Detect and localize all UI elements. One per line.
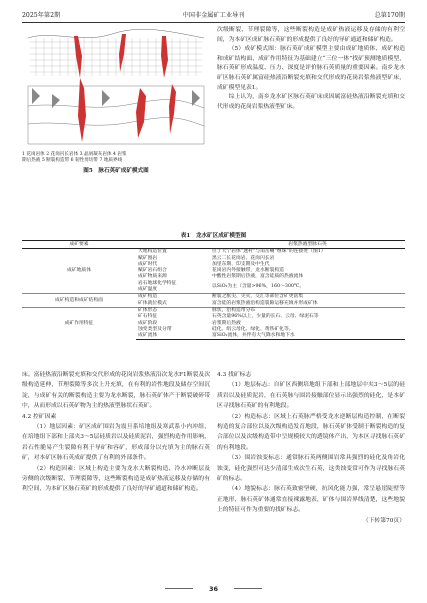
paragraph: （5）成矿模式图：脉石英矿成矿模型主要由成矿地质体、成矿构造和成矿结构面、成矿作用特征为基础建立“三位一体”找矿预测地质模型，脉石英矿形成温度、压力、深度是评价脉石英质量的重要因素。南乡龙水矿区脉石英矿属富硅热液沿断裂充填和交代形成的花岗岩浆热液型矿床，成矿模型见表1。 xyxy=(217,46,405,91)
paragraph: 床。富硅热液沿断裂充填和交代形成的花岗岩浆热液沿次龙水F1断裂及次级构造延伸，节理裂隙等多次上升充填，在有利的岩性地段及储存空间沉淀，与成矿有关的断裂构造主要为龙水断裂，脉石英矿体产于断裂破碎带中，从而形成以石英矿物为主的热液型脉状石英矿。 xyxy=(22,372,210,410)
table-desc: 富含硅的岩浆热液沿构造裂隙运移充填并形成矿体 xyxy=(212,300,318,306)
table-desc: 位于大宁岩体“透衬”与南岳喇“继珠”的连接处（图1） xyxy=(212,249,326,255)
table-item: 赋矿岩石组合 xyxy=(138,268,167,274)
table-desc: 岩浆期后热液 xyxy=(212,320,241,326)
paragraph: （1）地层标志：自矿区西侧培地组下部和上部地层中夹3～5层的硅质岩以及硅质泥岩，在石英脉与围岩接触部位显示出强烈的硅化，是本矿区寻找脉石英矿的有利地段。 xyxy=(217,382,405,410)
paragraph: （1）地层因素：矿区成矿围岩为震旦系培地组及寒武系小内冲组，在培地组下部和上部夹3～5层硅质岩以及硅质泥岩，强烈构造作用影响，岩石性脆易产生裂隙有利于导矿和容矿，形成部分以充填为主的脉石英矿，对本矿区脉石英成矿提供了有利的外部条件。 xyxy=(22,424,210,462)
table-desc: 硅化、绢云母化、绿化、黄铁矿化等。 xyxy=(212,326,294,332)
table-item: 矿石特征 xyxy=(138,314,158,320)
column-header: 岩浆热液型脉石英 xyxy=(210,241,405,249)
table-item: 成矿构造 xyxy=(136,294,210,301)
paragraph: （3）围岩蚀变标志：通常脉石英两侧围岩常具强烈的硅化及角岩化蚀变，硅化强烈可达少清部生成次生石英，这类蚀变常可作为寻找脉石英矿的标志。 xyxy=(217,455,405,483)
mineralization-model-figure xyxy=(22,26,210,151)
figure-caption: 图5 脉石英矿成矿模式图 xyxy=(83,168,149,174)
continuation-note: （下转第70页） xyxy=(362,517,405,524)
table-desc: 石英含量96%以上，少量的长石、云母、绿泥石等 xyxy=(212,314,319,320)
table-row xyxy=(22,294,405,301)
table-item: 成矿阶段 xyxy=(138,320,158,326)
table-desc: 黑云二长花岗岩、花岗闪长岩 xyxy=(212,255,275,261)
table-item: 蚀变类型及分带 xyxy=(138,326,172,332)
table-desc: 花岗岩内外接触带，龙水断裂构造 xyxy=(212,268,284,274)
header-rule xyxy=(22,22,405,23)
table-row xyxy=(22,249,405,256)
section-heading: 4.3 找矿标志 xyxy=(217,372,252,378)
section-heading: 4.2 控矿因素 xyxy=(22,413,57,420)
table-item: 矿体形态 xyxy=(136,307,210,314)
table-group: 成矿作用特征 xyxy=(22,307,136,339)
table-desc: 富SiO₂流体，并伴有大气降水和地下水 xyxy=(210,333,405,340)
table-desc: 断裂之胀尖、尖灭、交汇等部位含矿更富集 xyxy=(210,294,405,301)
table-group: 成矿地质体 xyxy=(67,268,91,274)
paragraph: （2）构造标志：区域上石英脉严格受龙水逆断层构造控制，在断裂构造的复合部位以及次级构造发育地段，脉石英矿体受制于断裂构造的复合部位以及次级构造带中呈规模较大的透镜体产出，为本区寻找脉石英矿的有利地段。 xyxy=(217,413,405,451)
table-item: 岩石地球化学特征 xyxy=(138,280,177,286)
legend-line-2: 期后热液 5 断裂构造带 6 韧性剪切带 7 地质界线 xyxy=(22,158,123,164)
table-desc: 中酸性岩浆期后热液，富含硅质的热液流体 xyxy=(212,274,304,280)
table-desc: 加里东期、印支期及中生代 xyxy=(212,261,270,267)
table-item: 成矿流体 xyxy=(136,333,210,340)
table-item: 赋矿围岩 xyxy=(138,255,158,261)
left-column-body xyxy=(22,370,210,495)
running-header xyxy=(22,10,405,20)
paragraph: 综上认为，南乡龙水矿区脉石英矿床成因属富硅热液沿断裂充填和交代形成的花岗岩浆热液型矿床。 xyxy=(217,94,405,110)
table-desc: 脉状，沿构造带分布 xyxy=(210,307,405,314)
column-header: 成矿要素 xyxy=(22,241,136,249)
column-header xyxy=(136,241,210,249)
footer-rule-right xyxy=(234,588,262,589)
table-item: 矿体就位模式 xyxy=(138,300,167,306)
page-number: 36 xyxy=(208,585,219,593)
right-column-top xyxy=(217,26,405,112)
paragraph: 次级断裂、节理裂隙等，这些断裂构造是成矿热液运移及存储的有利空间，为本矿区成矿脉石英矿的形成提供了良好的导矿通道和储矿构造。 xyxy=(217,27,405,43)
table-group: 成矿构造和成矿结构面 xyxy=(22,294,136,308)
journal-title: 中国非金属矿工业导刊 xyxy=(182,12,245,19)
figure-legend xyxy=(22,152,210,165)
mineralization-model-table xyxy=(22,240,405,340)
issue-label: 2025年第2期 xyxy=(22,12,61,19)
right-column-body xyxy=(217,370,405,526)
paragraph: （4）地貌标志：脉石英致密坚硬，抗风化能力强，常呈悬崖陡壁等正地形，脉石英矿体通常直接裸露地表，矿体与围岩界线清楚，这些地貌上的特征可作为重要的找矿标志。 xyxy=(217,486,405,514)
footer-rule-left xyxy=(165,588,193,589)
volume-label: 总第170期 xyxy=(374,12,405,19)
legend-line-1: 1 花岗岩体 2 花岗闪长岩体 3 晶屑凝灰岩体 4 岩浆 xyxy=(22,152,127,157)
table-item: 成矿时代 xyxy=(138,261,158,267)
table-item: 成矿温度 xyxy=(138,287,158,293)
paragraph: （2）构造因素：区域上构造主要为龙水大断裂构造、冷水冲断层及旁侧的次级断裂、节理裂隙等，这些断裂构造是成矿热液运移及存储的有利空间，为本矿区脉石英矿的形成提供了良好的导矿通道和储矿构造。 xyxy=(22,465,210,493)
table-item: 成矿物质来源 xyxy=(138,274,167,280)
table-desc: 以SiO₂为主（含量>96%，160～300℃。 xyxy=(212,283,305,289)
table-caption: 表1 龙水矿区成矿模型图 xyxy=(180,233,247,239)
table-item: 大地构造位置 xyxy=(138,249,167,255)
